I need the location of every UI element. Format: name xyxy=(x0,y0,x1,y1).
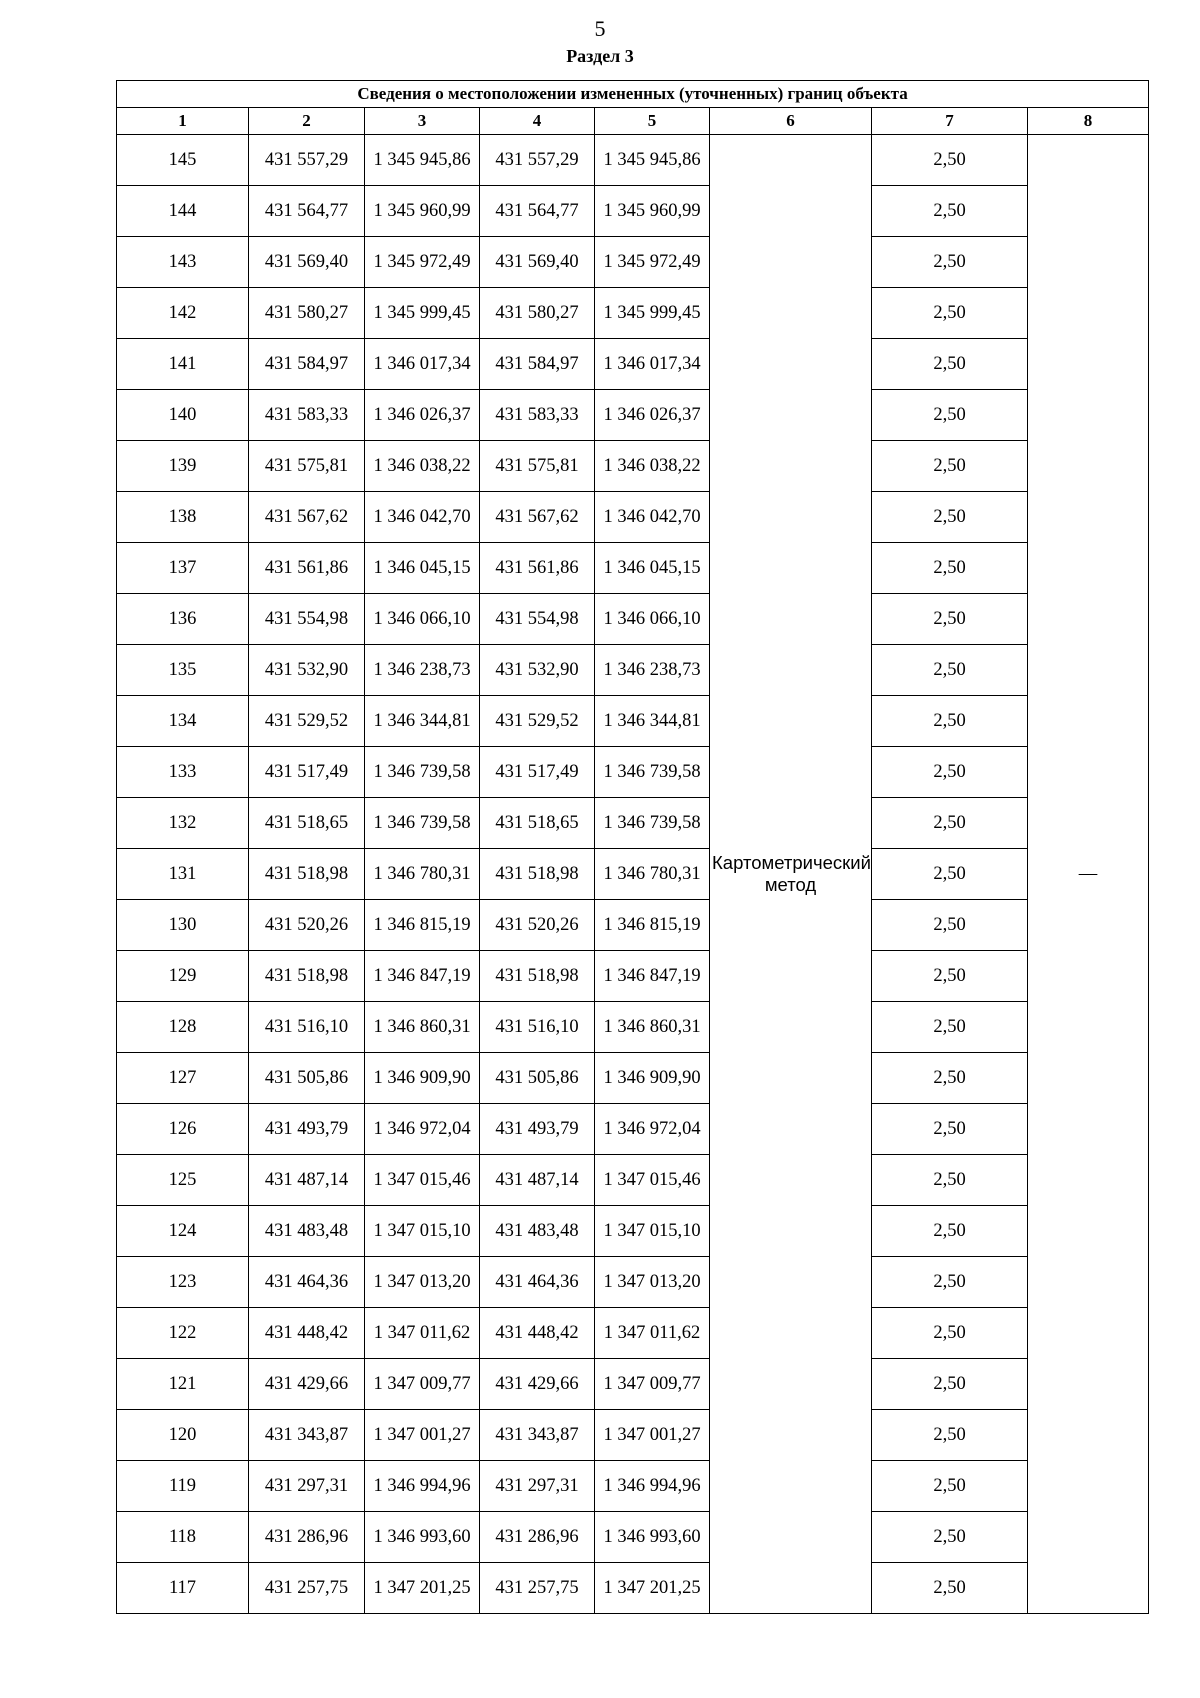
table-row xyxy=(117,1257,1149,1308)
x-new-cell: 431 554,98 xyxy=(480,594,595,645)
x-existing-cell: 431 518,98 xyxy=(249,849,365,900)
table-row xyxy=(117,645,1149,696)
accuracy-cell: 2,50 xyxy=(872,339,1028,390)
column-number: 1 xyxy=(117,108,249,135)
table-row xyxy=(117,1359,1149,1410)
x-existing-cell: 431 343,87 xyxy=(249,1410,365,1461)
x-new-cell: 431 583,33 xyxy=(480,390,595,441)
y-existing-cell: 1 346 042,70 xyxy=(365,492,480,543)
table-row xyxy=(117,1104,1149,1155)
x-new-cell: 431 575,81 xyxy=(480,441,595,492)
x-new-cell: 431 257,75 xyxy=(480,1563,595,1614)
point-number-cell: 144 xyxy=(117,186,249,237)
table-row xyxy=(117,543,1149,594)
boundary-table xyxy=(116,80,1149,1614)
point-number-cell: 123 xyxy=(117,1257,249,1308)
x-existing-cell: 431 448,42 xyxy=(249,1308,365,1359)
y-existing-cell: 1 346 739,58 xyxy=(365,798,480,849)
y-existing-cell: 1 346 017,34 xyxy=(365,339,480,390)
y-existing-cell: 1 346 815,19 xyxy=(365,900,480,951)
point-number-cell: 134 xyxy=(117,696,249,747)
point-number-cell: 143 xyxy=(117,237,249,288)
y-new-cell: 1 346 780,31 xyxy=(595,849,710,900)
x-existing-cell: 431 429,66 xyxy=(249,1359,365,1410)
y-existing-cell: 1 347 015,46 xyxy=(365,1155,480,1206)
y-existing-cell: 1 347 201,25 xyxy=(365,1563,480,1614)
y-existing-cell: 1 347 009,77 xyxy=(365,1359,480,1410)
x-new-cell: 431 505,86 xyxy=(480,1053,595,1104)
table-row xyxy=(117,594,1149,645)
table-caption: Сведения о местоположении измененных (уточненных) границ объекта xyxy=(117,81,1149,108)
y-new-cell: 1 346 026,37 xyxy=(595,390,710,441)
point-number-cell: 145 xyxy=(117,135,249,186)
y-existing-cell: 1 346 066,10 xyxy=(365,594,480,645)
x-new-cell: 431 483,48 xyxy=(480,1206,595,1257)
accuracy-cell: 2,50 xyxy=(872,1104,1028,1155)
column-number: 8 xyxy=(1028,108,1149,135)
x-new-cell: 431 516,10 xyxy=(480,1002,595,1053)
point-number-cell: 125 xyxy=(117,1155,249,1206)
y-new-cell: 1 347 013,20 xyxy=(595,1257,710,1308)
point-number-cell: 141 xyxy=(117,339,249,390)
point-number-cell: 135 xyxy=(117,645,249,696)
y-existing-cell: 1 347 015,10 xyxy=(365,1206,480,1257)
x-new-cell: 431 518,98 xyxy=(480,951,595,1002)
table-row xyxy=(117,1155,1149,1206)
x-new-cell: 431 297,31 xyxy=(480,1461,595,1512)
table-row xyxy=(117,1308,1149,1359)
x-existing-cell: 431 483,48 xyxy=(249,1206,365,1257)
x-new-cell: 431 517,49 xyxy=(480,747,595,798)
point-number-cell: 133 xyxy=(117,747,249,798)
y-existing-cell: 1 346 780,31 xyxy=(365,849,480,900)
point-number-cell: 142 xyxy=(117,288,249,339)
table-row xyxy=(117,237,1149,288)
x-new-cell: 431 343,87 xyxy=(480,1410,595,1461)
x-existing-cell: 431 464,36 xyxy=(249,1257,365,1308)
x-new-cell: 431 448,42 xyxy=(480,1308,595,1359)
y-new-cell: 1 347 015,10 xyxy=(595,1206,710,1257)
table-row xyxy=(117,1206,1149,1257)
y-new-cell: 1 347 201,25 xyxy=(595,1563,710,1614)
x-existing-cell: 431 554,98 xyxy=(249,594,365,645)
y-existing-cell: 1 346 739,58 xyxy=(365,747,480,798)
y-new-cell: 1 345 945,86 xyxy=(595,135,710,186)
accuracy-cell: 2,50 xyxy=(872,696,1028,747)
x-existing-cell: 431 575,81 xyxy=(249,441,365,492)
section-title: Раздел 3 xyxy=(566,46,634,66)
x-existing-cell: 431 584,97 xyxy=(249,339,365,390)
y-existing-cell: 1 347 011,62 xyxy=(365,1308,480,1359)
y-new-cell: 1 346 860,31 xyxy=(595,1002,710,1053)
table-row xyxy=(117,900,1149,951)
accuracy-cell: 2,50 xyxy=(872,900,1028,951)
y-new-cell: 1 346 972,04 xyxy=(595,1104,710,1155)
accuracy-cell: 2,50 xyxy=(872,1410,1028,1461)
accuracy-cell: 2,50 xyxy=(872,1563,1028,1614)
y-existing-cell: 1 346 993,60 xyxy=(365,1512,480,1563)
x-new-cell: 431 518,65 xyxy=(480,798,595,849)
y-existing-cell: 1 346 847,19 xyxy=(365,951,480,1002)
x-new-cell: 431 532,90 xyxy=(480,645,595,696)
table-row xyxy=(117,186,1149,237)
x-existing-cell: 431 257,75 xyxy=(249,1563,365,1614)
accuracy-cell: 2,50 xyxy=(872,1002,1028,1053)
x-existing-cell: 431 569,40 xyxy=(249,237,365,288)
table-row xyxy=(117,135,1149,186)
y-new-cell: 1 346 994,96 xyxy=(595,1461,710,1512)
table-row xyxy=(117,1002,1149,1053)
accuracy-cell: 2,50 xyxy=(872,1053,1028,1104)
x-new-cell: 431 464,36 xyxy=(480,1257,595,1308)
method-cell: Картометрический метод xyxy=(710,135,872,1614)
y-new-cell: 1 346 017,34 xyxy=(595,339,710,390)
y-existing-cell: 1 346 038,22 xyxy=(365,441,480,492)
x-existing-cell: 431 517,49 xyxy=(249,747,365,798)
y-existing-cell: 1 347 001,27 xyxy=(365,1410,480,1461)
x-existing-cell: 431 297,31 xyxy=(249,1461,365,1512)
accuracy-cell: 2,50 xyxy=(872,594,1028,645)
x-new-cell: 431 569,40 xyxy=(480,237,595,288)
x-existing-cell: 431 505,86 xyxy=(249,1053,365,1104)
point-number-cell: 117 xyxy=(117,1563,249,1614)
y-new-cell: 1 346 045,15 xyxy=(595,543,710,594)
point-number-cell: 128 xyxy=(117,1002,249,1053)
accuracy-cell: 2,50 xyxy=(872,1359,1028,1410)
x-new-cell: 431 567,62 xyxy=(480,492,595,543)
y-existing-cell: 1 346 860,31 xyxy=(365,1002,480,1053)
x-new-cell: 431 487,14 xyxy=(480,1155,595,1206)
x-new-cell: 431 429,66 xyxy=(480,1359,595,1410)
accuracy-cell: 2,50 xyxy=(872,1461,1028,1512)
x-new-cell: 431 493,79 xyxy=(480,1104,595,1155)
y-new-cell: 1 346 038,22 xyxy=(595,441,710,492)
x-existing-cell: 431 518,98 xyxy=(249,951,365,1002)
point-number-cell: 140 xyxy=(117,390,249,441)
x-existing-cell: 431 580,27 xyxy=(249,288,365,339)
accuracy-cell: 2,50 xyxy=(872,747,1028,798)
y-new-cell: 1 346 066,10 xyxy=(595,594,710,645)
y-new-cell: 1 346 739,58 xyxy=(595,747,710,798)
accuracy-cell: 2,50 xyxy=(872,1512,1028,1563)
accuracy-cell: 2,50 xyxy=(872,849,1028,900)
x-new-cell: 431 564,77 xyxy=(480,186,595,237)
accuracy-cell: 2,50 xyxy=(872,543,1028,594)
column-number: 6 xyxy=(710,108,872,135)
x-new-cell: 431 286,96 xyxy=(480,1512,595,1563)
y-existing-cell: 1 345 960,99 xyxy=(365,186,480,237)
column-number: 7 xyxy=(872,108,1028,135)
x-new-cell: 431 561,86 xyxy=(480,543,595,594)
note-cell: — xyxy=(1028,135,1149,1614)
column-number: 5 xyxy=(595,108,710,135)
accuracy-cell: 2,50 xyxy=(872,135,1028,186)
y-new-cell: 1 346 344,81 xyxy=(595,696,710,747)
table-row xyxy=(117,747,1149,798)
y-existing-cell: 1 346 909,90 xyxy=(365,1053,480,1104)
page-number: 5 xyxy=(594,16,606,41)
point-number-cell: 118 xyxy=(117,1512,249,1563)
accuracy-cell: 2,50 xyxy=(872,1155,1028,1206)
y-existing-cell: 1 346 994,96 xyxy=(365,1461,480,1512)
column-number: 4 xyxy=(480,108,595,135)
x-new-cell: 431 520,26 xyxy=(480,900,595,951)
y-new-cell: 1 345 999,45 xyxy=(595,288,710,339)
x-existing-cell: 431 520,26 xyxy=(249,900,365,951)
accuracy-cell: 2,50 xyxy=(872,951,1028,1002)
table-row xyxy=(117,492,1149,543)
y-new-cell: 1 345 972,49 xyxy=(595,237,710,288)
y-existing-cell: 1 346 238,73 xyxy=(365,645,480,696)
x-existing-cell: 431 516,10 xyxy=(249,1002,365,1053)
point-number-cell: 124 xyxy=(117,1206,249,1257)
accuracy-cell: 2,50 xyxy=(872,237,1028,288)
x-new-cell: 431 529,52 xyxy=(480,696,595,747)
table-row xyxy=(117,951,1149,1002)
y-new-cell: 1 347 009,77 xyxy=(595,1359,710,1410)
x-existing-cell: 431 564,77 xyxy=(249,186,365,237)
point-number-cell: 131 xyxy=(117,849,249,900)
table-row xyxy=(117,696,1149,747)
x-existing-cell: 431 487,14 xyxy=(249,1155,365,1206)
table-row xyxy=(117,441,1149,492)
y-existing-cell: 1 347 013,20 xyxy=(365,1257,480,1308)
accuracy-cell: 2,50 xyxy=(872,492,1028,543)
table-row xyxy=(117,1512,1149,1563)
table-row xyxy=(117,798,1149,849)
table-row xyxy=(117,1410,1149,1461)
y-new-cell: 1 346 815,19 xyxy=(595,900,710,951)
accuracy-cell: 2,50 xyxy=(872,186,1028,237)
accuracy-cell: 2,50 xyxy=(872,288,1028,339)
y-existing-cell: 1 345 945,86 xyxy=(365,135,480,186)
point-number-cell: 127 xyxy=(117,1053,249,1104)
table-body xyxy=(117,135,1149,1614)
accuracy-cell: 2,50 xyxy=(872,1308,1028,1359)
y-new-cell: 1 347 011,62 xyxy=(595,1308,710,1359)
table-row xyxy=(117,1461,1149,1512)
table-row xyxy=(117,339,1149,390)
accuracy-cell: 2,50 xyxy=(872,1257,1028,1308)
x-existing-cell: 431 286,96 xyxy=(249,1512,365,1563)
accuracy-cell: 2,50 xyxy=(872,390,1028,441)
point-number-cell: 129 xyxy=(117,951,249,1002)
point-number-cell: 136 xyxy=(117,594,249,645)
y-new-cell: 1 347 015,46 xyxy=(595,1155,710,1206)
y-existing-cell: 1 345 999,45 xyxy=(365,288,480,339)
table-row xyxy=(117,849,1149,900)
x-existing-cell: 431 567,62 xyxy=(249,492,365,543)
x-existing-cell: 431 493,79 xyxy=(249,1104,365,1155)
accuracy-cell: 2,50 xyxy=(872,645,1028,696)
table-row xyxy=(117,390,1149,441)
x-existing-cell: 431 529,52 xyxy=(249,696,365,747)
point-number-cell: 126 xyxy=(117,1104,249,1155)
point-number-cell: 120 xyxy=(117,1410,249,1461)
x-new-cell: 431 518,98 xyxy=(480,849,595,900)
y-new-cell: 1 347 001,27 xyxy=(595,1410,710,1461)
y-new-cell: 1 346 042,70 xyxy=(595,492,710,543)
table-row xyxy=(117,288,1149,339)
x-existing-cell: 431 561,86 xyxy=(249,543,365,594)
x-new-cell: 431 580,27 xyxy=(480,288,595,339)
point-number-cell: 121 xyxy=(117,1359,249,1410)
y-existing-cell: 1 346 045,15 xyxy=(365,543,480,594)
accuracy-cell: 2,50 xyxy=(872,798,1028,849)
x-existing-cell: 431 518,65 xyxy=(249,798,365,849)
accuracy-cell: 2,50 xyxy=(872,441,1028,492)
column-number: 3 xyxy=(365,108,480,135)
column-number: 2 xyxy=(249,108,365,135)
y-new-cell: 1 346 739,58 xyxy=(595,798,710,849)
point-number-cell: 122 xyxy=(117,1308,249,1359)
y-new-cell: 1 346 909,90 xyxy=(595,1053,710,1104)
point-number-cell: 119 xyxy=(117,1461,249,1512)
y-existing-cell: 1 346 026,37 xyxy=(365,390,480,441)
x-existing-cell: 431 583,33 xyxy=(249,390,365,441)
point-number-cell: 139 xyxy=(117,441,249,492)
x-new-cell: 431 584,97 xyxy=(480,339,595,390)
y-new-cell: 1 345 960,99 xyxy=(595,186,710,237)
accuracy-cell: 2,50 xyxy=(872,1206,1028,1257)
y-new-cell: 1 346 993,60 xyxy=(595,1512,710,1563)
x-existing-cell: 431 557,29 xyxy=(249,135,365,186)
x-new-cell: 431 557,29 xyxy=(480,135,595,186)
y-new-cell: 1 346 847,19 xyxy=(595,951,710,1002)
y-new-cell: 1 346 238,73 xyxy=(595,645,710,696)
point-number-cell: 132 xyxy=(117,798,249,849)
point-number-cell: 137 xyxy=(117,543,249,594)
y-existing-cell: 1 346 972,04 xyxy=(365,1104,480,1155)
y-existing-cell: 1 345 972,49 xyxy=(365,237,480,288)
x-existing-cell: 431 532,90 xyxy=(249,645,365,696)
y-existing-cell: 1 346 344,81 xyxy=(365,696,480,747)
point-number-cell: 138 xyxy=(117,492,249,543)
table-row xyxy=(117,1563,1149,1614)
table-row xyxy=(117,1053,1149,1104)
point-number-cell: 130 xyxy=(117,900,249,951)
